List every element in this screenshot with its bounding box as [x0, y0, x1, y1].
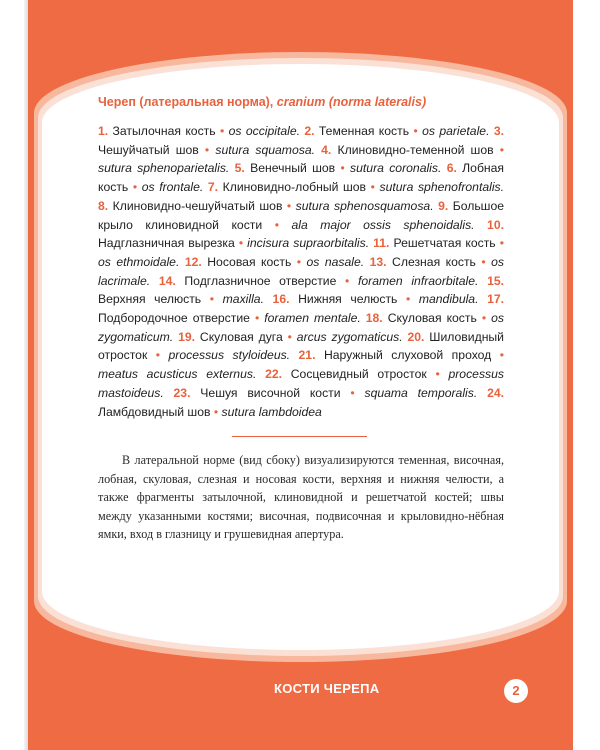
term-number: 23.: [173, 385, 191, 400]
term-russian: Венечный шов: [250, 161, 336, 176]
term-item: [98, 124, 300, 138]
bullet-dot-icon: •: [435, 367, 440, 382]
term-russian: Скуловая кость: [387, 311, 477, 326]
term-item: [235, 161, 442, 175]
term-russian: Клиновидно-лобный шов: [222, 180, 367, 195]
term-latin: os nasale.: [306, 254, 365, 269]
term-russian: Носовая кость: [207, 254, 292, 269]
bullet-dot-icon: •: [296, 254, 302, 269]
term-number: 6.: [446, 161, 457, 176]
term-russian: Лобная кость: [98, 161, 505, 195]
term-number: 18.: [365, 311, 383, 326]
bullet-dot-icon: •: [499, 236, 504, 251]
bullet-dot-icon: •: [132, 180, 138, 195]
term-latin: squama temporalis.: [364, 385, 478, 400]
term-number: 15.: [487, 273, 505, 288]
bullet-dot-icon: •: [481, 254, 486, 269]
page-number: 2: [504, 679, 528, 703]
term-number: 4.: [321, 142, 332, 157]
footer-title: КОСТИ ЧЕРЕПА: [274, 681, 380, 696]
term-latin: foramen mentale.: [264, 311, 361, 326]
main-content: [98, 94, 504, 421]
term-number: 17.: [487, 292, 505, 307]
term-latin: os ethmoidale.: [98, 254, 180, 269]
bullet-dot-icon: •: [499, 142, 505, 157]
term-item: [185, 255, 364, 269]
bullet-dot-icon: •: [213, 404, 219, 419]
term-russian: Нижняя челюсть: [298, 292, 398, 307]
term-russian: Надглазничная вырезка: [98, 236, 235, 251]
term-number: 22.: [265, 367, 283, 382]
bullet-dot-icon: •: [204, 142, 210, 157]
bullet-dot-icon: •: [238, 236, 244, 251]
term-number: 12.: [184, 254, 202, 269]
bullet-dot-icon: •: [340, 161, 345, 176]
term-latin: sutura sphenosquamosa.: [295, 198, 434, 213]
term-item: [178, 330, 403, 344]
term-latin: os lacrimale.: [98, 254, 504, 288]
bullet-dot-icon: •: [209, 292, 215, 307]
section-divider: [232, 436, 367, 437]
term-russian: Шиловидный отросток: [98, 329, 504, 363]
term-number: 13.: [369, 254, 387, 269]
terms-list: [98, 122, 504, 421]
bullet-dot-icon: •: [286, 198, 292, 213]
bullet-dot-icon: •: [370, 180, 375, 195]
bullet-dot-icon: •: [155, 348, 161, 363]
bullet-dot-icon: •: [345, 273, 350, 288]
term-latin: os occipitale.: [228, 124, 301, 138]
term-latin: mandibula.: [418, 292, 479, 307]
term-number: 24.: [487, 385, 505, 400]
term-russian: Сосцевидный отросток: [290, 367, 427, 382]
description-paragraph: В латеральной норме (вид сбоку) визуализируются теменная, височная, лобная, скуловая, слезная и носовая кости, верхняя и нижняя челюсти, а также фрагменты затылочной, клиновидной и решетчатой костей; швы между указанными костями; височная, подвисочная и крыловидно-нёбная ямки, вход в глазницу и грушевидная апертура.: [98, 453, 504, 542]
term-russian: Подбородочное отверстие: [98, 311, 250, 326]
term-russian: Скуловая дуга: [199, 329, 283, 344]
term-number: 19.: [178, 329, 196, 344]
term-latin: processus styloideus.: [168, 348, 291, 363]
term-item: [208, 180, 504, 194]
term-number: 20.: [407, 329, 425, 344]
term-russian: Ламбдовидный шов: [98, 404, 211, 419]
term-number: 8.: [98, 198, 109, 213]
title-latin: cranium (norma lateralis): [276, 95, 427, 109]
term-number: 10.: [487, 217, 504, 232]
term-latin: os frontale.: [141, 180, 204, 195]
term-latin: ala major ossis sphenoidalis.: [291, 217, 475, 232]
term-latin: sutura squamosa.: [215, 142, 315, 157]
term-latin: incisura supraorbitalis.: [247, 236, 370, 251]
term-item: [98, 199, 434, 213]
term-latin: processus mastoideus.: [98, 367, 504, 400]
term-item: [174, 386, 478, 400]
term-latin: foramen infraorbitale.: [357, 273, 479, 288]
term-russian: Большое крыло клиновидной кости: [98, 198, 505, 232]
term-russian: Подглазничное отверстие: [184, 273, 337, 288]
term-number: 3.: [493, 124, 504, 138]
term-number: 21.: [298, 348, 316, 363]
term-russian: Клиновидно-теменной шов: [337, 142, 494, 157]
term-item: [304, 124, 489, 138]
page-title: [98, 94, 504, 110]
term-latin: arcus zygomaticus.: [296, 329, 403, 344]
term-latin: sutura coronalis.: [350, 161, 442, 176]
term-number: 7.: [207, 180, 219, 195]
term-number: 2.: [304, 124, 315, 138]
term-latin: os parietale.: [422, 124, 490, 138]
term-number: 16.: [272, 292, 290, 307]
term-item: [159, 274, 479, 288]
term-number: 14.: [158, 273, 176, 288]
title-russian: Череп (латеральная норма),: [98, 95, 277, 109]
term-number: 9.: [438, 198, 449, 213]
term-russian: Затылочная кость: [112, 124, 216, 138]
bullet-dot-icon: •: [499, 348, 505, 363]
term-russian: Теменная кость: [318, 124, 410, 138]
term-number: 11.: [373, 236, 390, 251]
bullet-dot-icon: •: [350, 385, 355, 400]
bullet-dot-icon: •: [254, 311, 260, 326]
term-item: [273, 292, 479, 306]
term-latin: sutura sphenofrontalis.: [379, 180, 505, 195]
term-russian: Решетчатая кость: [393, 236, 496, 251]
term-latin: sutura sphenoparietalis.: [98, 161, 230, 176]
bullet-dot-icon: •: [405, 292, 411, 307]
bullet-dot-icon: •: [413, 124, 418, 138]
term-russian: Клиновидно-чешуйчатый шов: [112, 198, 283, 213]
term-latin: maxilla.: [222, 292, 264, 307]
term-russian: Наружный слуховой проход: [323, 348, 492, 363]
bullet-dot-icon: •: [274, 217, 279, 232]
term-latin: meatus acusticus externus.: [98, 367, 257, 382]
term-russian: Верхняя челюсть: [98, 292, 202, 307]
term-number: 5.: [234, 161, 245, 176]
term-russian: Чешуя височной кости: [200, 385, 341, 400]
term-latin: sutura lambdoidea: [221, 404, 322, 419]
bullet-dot-icon: •: [219, 124, 225, 138]
bullet-dot-icon: •: [481, 311, 487, 326]
term-number: 1.: [98, 124, 109, 138]
term-russian: Чешуйчатый шов: [98, 142, 199, 157]
term-russian: Слезная кость: [392, 254, 476, 269]
bullet-dot-icon: •: [287, 329, 292, 344]
term-latin: os zygomaticum.: [98, 311, 505, 344]
